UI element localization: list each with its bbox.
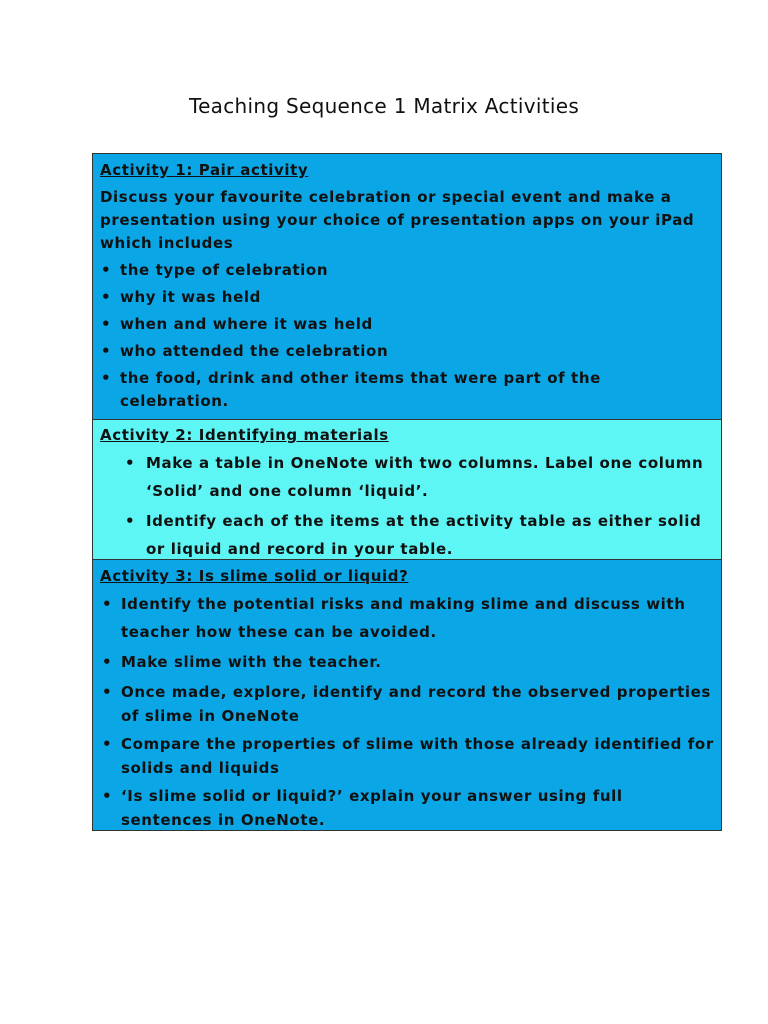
list-item: • why it was held [100, 286, 715, 309]
activity-1-heading: Activity 1: Pair activity [100, 161, 309, 179]
list-item: • Compare the properties of slime with those already identified for solids and liquids [100, 732, 715, 780]
activity-1-intro: Discuss your favourite celebration or special event and make a presentation using your choice of presentation apps on your iPad which includes [100, 188, 695, 252]
list-item: • the food, drink and other items that were part of the celebration. [100, 367, 715, 413]
activity-3-bullet-list [100, 590, 715, 832]
activity-2-heading: Activity 2: Identifying materials [100, 426, 389, 444]
activity-1-bullet-list [100, 259, 715, 413]
activity-1-cell [93, 154, 721, 420]
list-item: • the type of celebration [100, 259, 715, 282]
activity-2-cell [93, 420, 721, 560]
list-item: • Make a table in OneNote with two columns. Label one column ‘Solid’ and one column ‘liquid’. [100, 449, 715, 505]
activity-matrix-table [92, 153, 722, 831]
list-item: • who attended the celebration [100, 340, 715, 363]
list-item: • Identify the potential risks and making slime and discuss with teacher how these can be avoided. [100, 590, 715, 646]
list-item: • ‘Is slime solid or liquid?’ explain your answer using full sentences in OneNote. [100, 784, 715, 832]
list-item: • Identify each of the items at the activity table as either solid or liquid and record in your table. [100, 507, 715, 563]
page-title: Teaching Sequence 1 Matrix Activities [188, 94, 580, 118]
list-item: • Once made, explore, identify and record the observed properties of slime in OneNote [100, 680, 715, 728]
list-item: • Make slime with the teacher. [100, 648, 715, 676]
activity-3-cell [93, 560, 721, 830]
activity-3-heading: Activity 3: Is slime solid or liquid? [100, 567, 409, 585]
list-item: • when and where it was held [100, 313, 715, 336]
activity-2-bullet-list [100, 449, 715, 563]
